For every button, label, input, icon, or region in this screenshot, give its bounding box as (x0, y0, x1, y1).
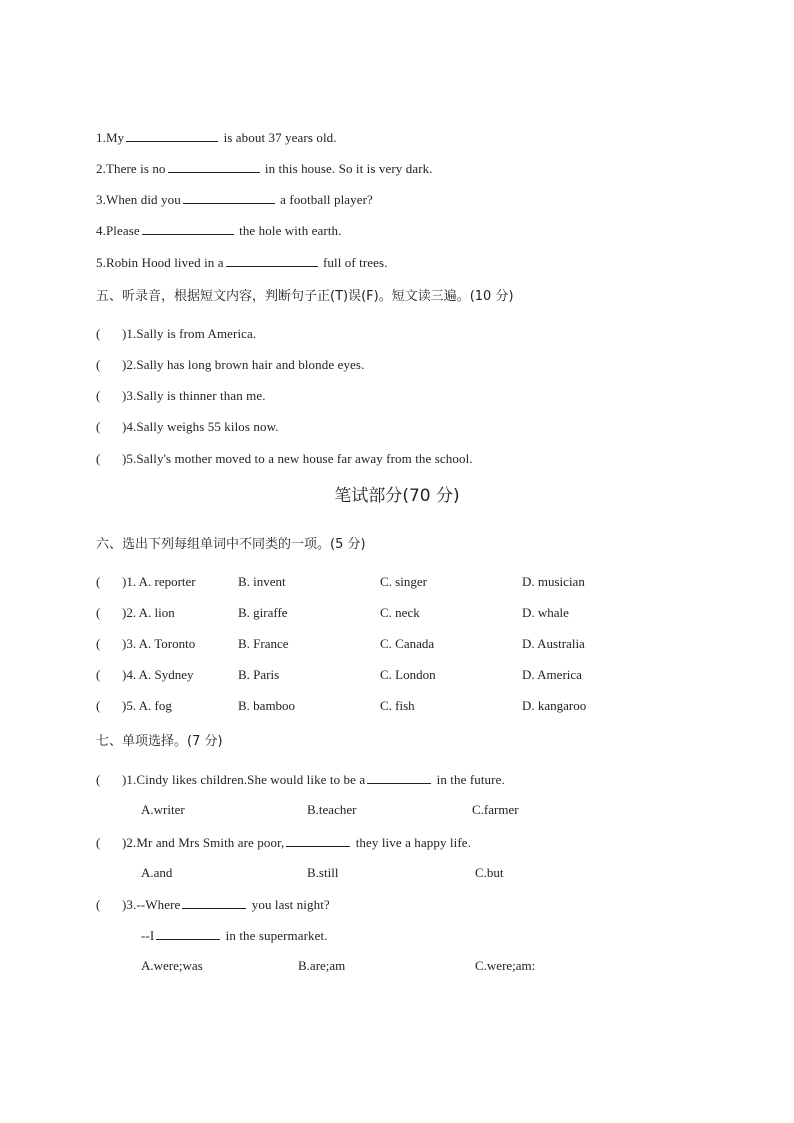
fill-blank-5-before: 5.Robin Hood lived in a (96, 255, 224, 270)
answer-paren[interactable]: ( (96, 667, 101, 682)
answer-blank[interactable] (126, 128, 218, 142)
fill-blank-1-after: is about 37 years old. (223, 130, 337, 145)
section7-q1 (96, 770, 505, 789)
answer-blank[interactable] (286, 833, 350, 847)
fill-blank-1-before: 1.My (96, 130, 125, 145)
answer-paren[interactable]: ( (96, 451, 101, 466)
question-text: )3.--Where (122, 897, 181, 912)
statement: )5.Sally's mother moved to a new house far away from the school. (122, 451, 473, 466)
question-text-end: they live a happy life. (355, 835, 471, 850)
q1-option-a: A.writer (141, 802, 185, 817)
answer-line-end: in the supermarket. (225, 928, 328, 943)
option-a: )4. A. Sydney (122, 667, 194, 682)
option-b: B. France (238, 636, 289, 651)
answer-blank[interactable] (156, 926, 220, 940)
option-a: )1. A. reporter (122, 574, 196, 589)
section6-heading: 六、选出下列每组单词中不同类的一项。(5 分) (96, 537, 366, 552)
answer-paren[interactable]: ( (96, 897, 101, 912)
answer-paren[interactable]: ( (96, 835, 101, 850)
row-a (96, 697, 172, 715)
statement: )3.Sally is thinner than me. (122, 388, 266, 403)
answer-paren[interactable]: ( (96, 605, 101, 620)
answer-paren[interactable]: ( (96, 326, 101, 341)
statement: )4.Sally weighs 55 kilos now. (122, 419, 279, 434)
answer-paren[interactable]: ( (96, 357, 101, 372)
option-c: C. London (380, 667, 436, 682)
section5-heading: 五、听录音，根据短文内容，判断句子正(T)误(F)。短文读三遍。(10 分) (96, 289, 514, 304)
answer-paren[interactable]: ( (96, 698, 101, 713)
fill-blank-3-before: 3.When did you (96, 192, 181, 207)
section5-item-5 (96, 450, 473, 468)
statement: )1.Sally is from America. (122, 326, 257, 341)
answer-paren[interactable]: ( (96, 636, 101, 651)
q1-option-c: C.farmer (472, 802, 519, 817)
option-c: C. Canada (380, 636, 435, 651)
q3-option-c: C.were;am: (475, 958, 536, 973)
fill-blank-2-after: in this house. So it is very dark. (264, 161, 433, 176)
written-section-title: 笔试部分(70 分) (334, 486, 460, 506)
option-d: D. Australia (522, 636, 585, 651)
option-b: B. Paris (238, 667, 280, 682)
q2-option-c: C.but (475, 865, 504, 880)
fill-blank-3-after: a football player? (280, 192, 373, 207)
section5-item-1 (96, 325, 256, 343)
answer-blank[interactable] (183, 190, 275, 204)
option-a: )3. A. Toronto (122, 636, 196, 651)
question-text-end: in the future. (436, 772, 505, 787)
answer-line-start: --I (141, 928, 155, 943)
answer-blank[interactable] (182, 895, 246, 909)
answer-blank[interactable] (226, 253, 318, 267)
section5-item-4 (96, 418, 279, 436)
section7-q3 (96, 895, 330, 914)
option-b: B. invent (238, 574, 286, 589)
option-c: C. singer (380, 574, 427, 589)
option-d: D. musician (522, 574, 585, 589)
statement: )2.Sally has long brown hair and blonde eyes. (122, 357, 365, 372)
option-d: D. America (522, 667, 582, 682)
section5-item-3 (96, 387, 266, 405)
answer-paren[interactable]: ( (96, 419, 101, 434)
fill-blank-4-after: the hole with earth. (239, 223, 342, 238)
section7-q2 (96, 833, 471, 852)
answer-blank[interactable] (142, 221, 234, 235)
option-a: )2. A. lion (122, 605, 175, 620)
fill-blank-4 (96, 221, 341, 240)
section5-item-2 (96, 356, 364, 374)
option-a: )5. A. fog (122, 698, 172, 713)
q3-option-a: A.were;was (141, 958, 203, 973)
q3-option-b: B.are;am (298, 958, 346, 973)
question-text: )1.Cindy likes children.She would like to be a (122, 772, 366, 787)
row-a (96, 666, 194, 684)
option-d: D. whale (522, 605, 569, 620)
fill-blank-1 (96, 128, 337, 147)
fill-blank-5-after: full of trees. (322, 255, 388, 270)
fill-blank-4-before: 4.Please (96, 223, 140, 238)
option-b: B. bamboo (238, 698, 296, 713)
q2-option-b: B.still (307, 865, 339, 880)
row-a (96, 635, 195, 653)
option-c: C. neck (380, 605, 420, 620)
row-a (96, 604, 175, 622)
section7-q3-line2 (141, 926, 328, 945)
option-c: C. fish (380, 698, 415, 713)
q2-option-a: A.and (141, 865, 173, 880)
answer-blank[interactable] (168, 159, 260, 173)
question-text-end: you last night? (251, 897, 330, 912)
fill-blank-2-before: 2.There is no (96, 161, 166, 176)
q1-option-b: B.teacher (307, 802, 357, 817)
option-d: D. kangaroo (522, 698, 587, 713)
row-a (96, 573, 196, 591)
fill-blank-5 (96, 253, 388, 272)
question-text: )2.Mr and Mrs Smith are poor, (122, 835, 285, 850)
fill-blank-2 (96, 159, 433, 178)
option-b: B. giraffe (238, 605, 288, 620)
section7-heading: 七、单项选择。(7 分) (96, 734, 223, 749)
answer-blank[interactable] (367, 770, 431, 784)
answer-paren[interactable]: ( (96, 574, 101, 589)
fill-blank-3 (96, 190, 373, 209)
answer-paren[interactable]: ( (96, 772, 101, 787)
answer-paren[interactable]: ( (96, 388, 101, 403)
